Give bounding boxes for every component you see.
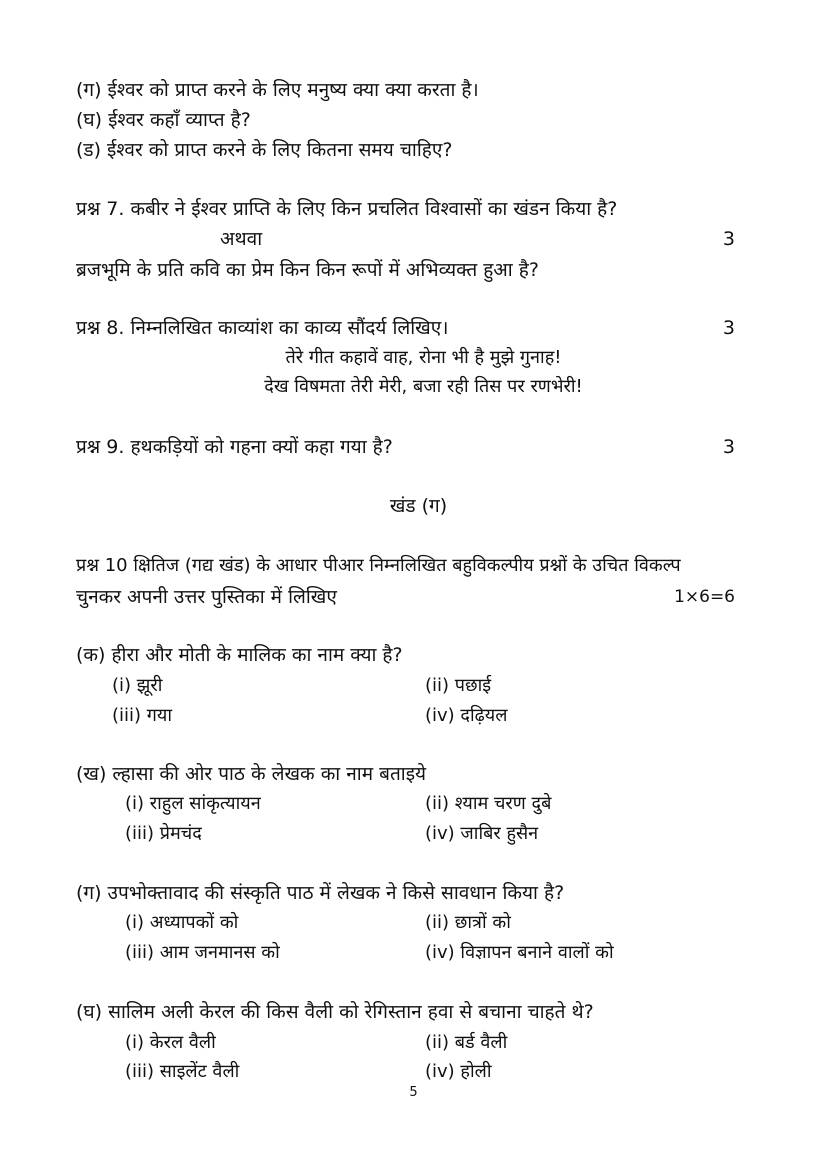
q7-or: अथवा xyxy=(220,228,263,250)
q7-marks: 3 xyxy=(722,228,735,250)
q6-sub-d: (ड) ईश्वर को प्राप्त करने के लिए कितना समय चाहिए? xyxy=(76,139,453,161)
mcq-3-question: (ग) उपभोक्तावाद की संस्कृति पाठ में लेखक ने किसे सावधान किया है? xyxy=(76,882,565,904)
mcq-3-option-4: (iv) विज्ञापन बनाने वालों को xyxy=(425,942,614,963)
q10-instruction-line-1: प्रश्न 10 क्षितिज (गद्य खंड) के आधार पीआर निम्नलिखित बहुविकल्पीय प्रश्नों के उचित विकल्प xyxy=(76,555,681,576)
mcq-1-option-1: (i) झूरी xyxy=(112,675,163,696)
q8-verse-line-2: देख विषमता तेरी मेरी, बजा रही तिस पर रणभेरी! xyxy=(264,376,583,397)
mcq-3-option-2: (ii) छात्रों को xyxy=(425,912,511,933)
q8-verse-line-1: तेरे गीत कहावें वाह, रोना भी है मुझे गुनाह! xyxy=(285,347,562,368)
q7-alt-question: ब्रजभूमि के प्रति कवि का प्रेम किन किन रूपों में अभिव्यक्त हुआ है? xyxy=(76,259,539,281)
mcq-2-option-2: (ii) श्याम चरण दुबे xyxy=(425,793,552,814)
mcq-3-option-1: (i) अध्यापकों को xyxy=(125,912,239,933)
mcq-1-question: (क) हीरा और मोती के मालिक का नाम क्या है? xyxy=(76,644,403,666)
q6-sub-g: (ग) ईश्वर को प्राप्त करने के लिए मनुष्य क्या क्या करता है। xyxy=(76,79,479,101)
mcq-4-option-4: (iv) होली xyxy=(425,1061,492,1082)
mcq-1-option-2: (ii) पछाई xyxy=(425,675,492,696)
q9-question: प्रश्न 9. हथकड़ियों को गहना क्यों कहा गया है? xyxy=(76,436,393,458)
q9-marks: 3 xyxy=(722,436,735,458)
mcq-2-option-4: (iv) जाबिर हुसैन xyxy=(425,823,539,844)
mcq-4-option-3: (iii) साइलेंट वैली xyxy=(125,1061,240,1082)
mcq-2-question: (ख) ल्हासा की ओर पाठ के लेखक का नाम बताइये xyxy=(76,763,427,785)
q7-question: प्रश्न 7. कबीर ने ईश्वर प्राप्ति के लिए किन प्रचलित विश्वासों का खंडन किया है? xyxy=(76,198,618,220)
mcq-1-option-4: (iv) दढ़ियल xyxy=(425,705,508,726)
page-number: 5 xyxy=(409,1085,418,1100)
q10-marks: 1×6=6 xyxy=(674,587,735,607)
mcq-4-question: (घ) सालिम अली केरल की किस वैली को रेगिस्तान हवा से बचाना चाहते थे? xyxy=(76,1001,594,1023)
mcq-1-option-3: (iii) गया xyxy=(112,705,173,726)
q8-question: प्रश्न 8. निम्नलिखित काव्यांश का काव्य सौंदर्य लिखिए। xyxy=(76,317,449,339)
q6-sub-gh: (घ) ईश्वर कहाँ व्याप्त है? xyxy=(76,109,251,131)
mcq-2-option-3: (iii) प्रेमचंद xyxy=(125,823,202,844)
section-heading: खंड (ग) xyxy=(389,495,448,517)
q8-marks: 3 xyxy=(722,317,735,339)
mcq-2-option-1: (i) राहुल सांकृत्यायन xyxy=(125,793,261,814)
mcq-4-option-2: (ii) बर्ड वैली xyxy=(425,1032,508,1053)
q10-instruction-line-2: चुनकर अपनी उत्तर पुस्तिका में लिखिए xyxy=(76,586,337,608)
mcq-3-option-3: (iii) आम जनमानस को xyxy=(125,942,280,963)
mcq-4-option-1: (i) केरल वैली xyxy=(125,1032,216,1053)
